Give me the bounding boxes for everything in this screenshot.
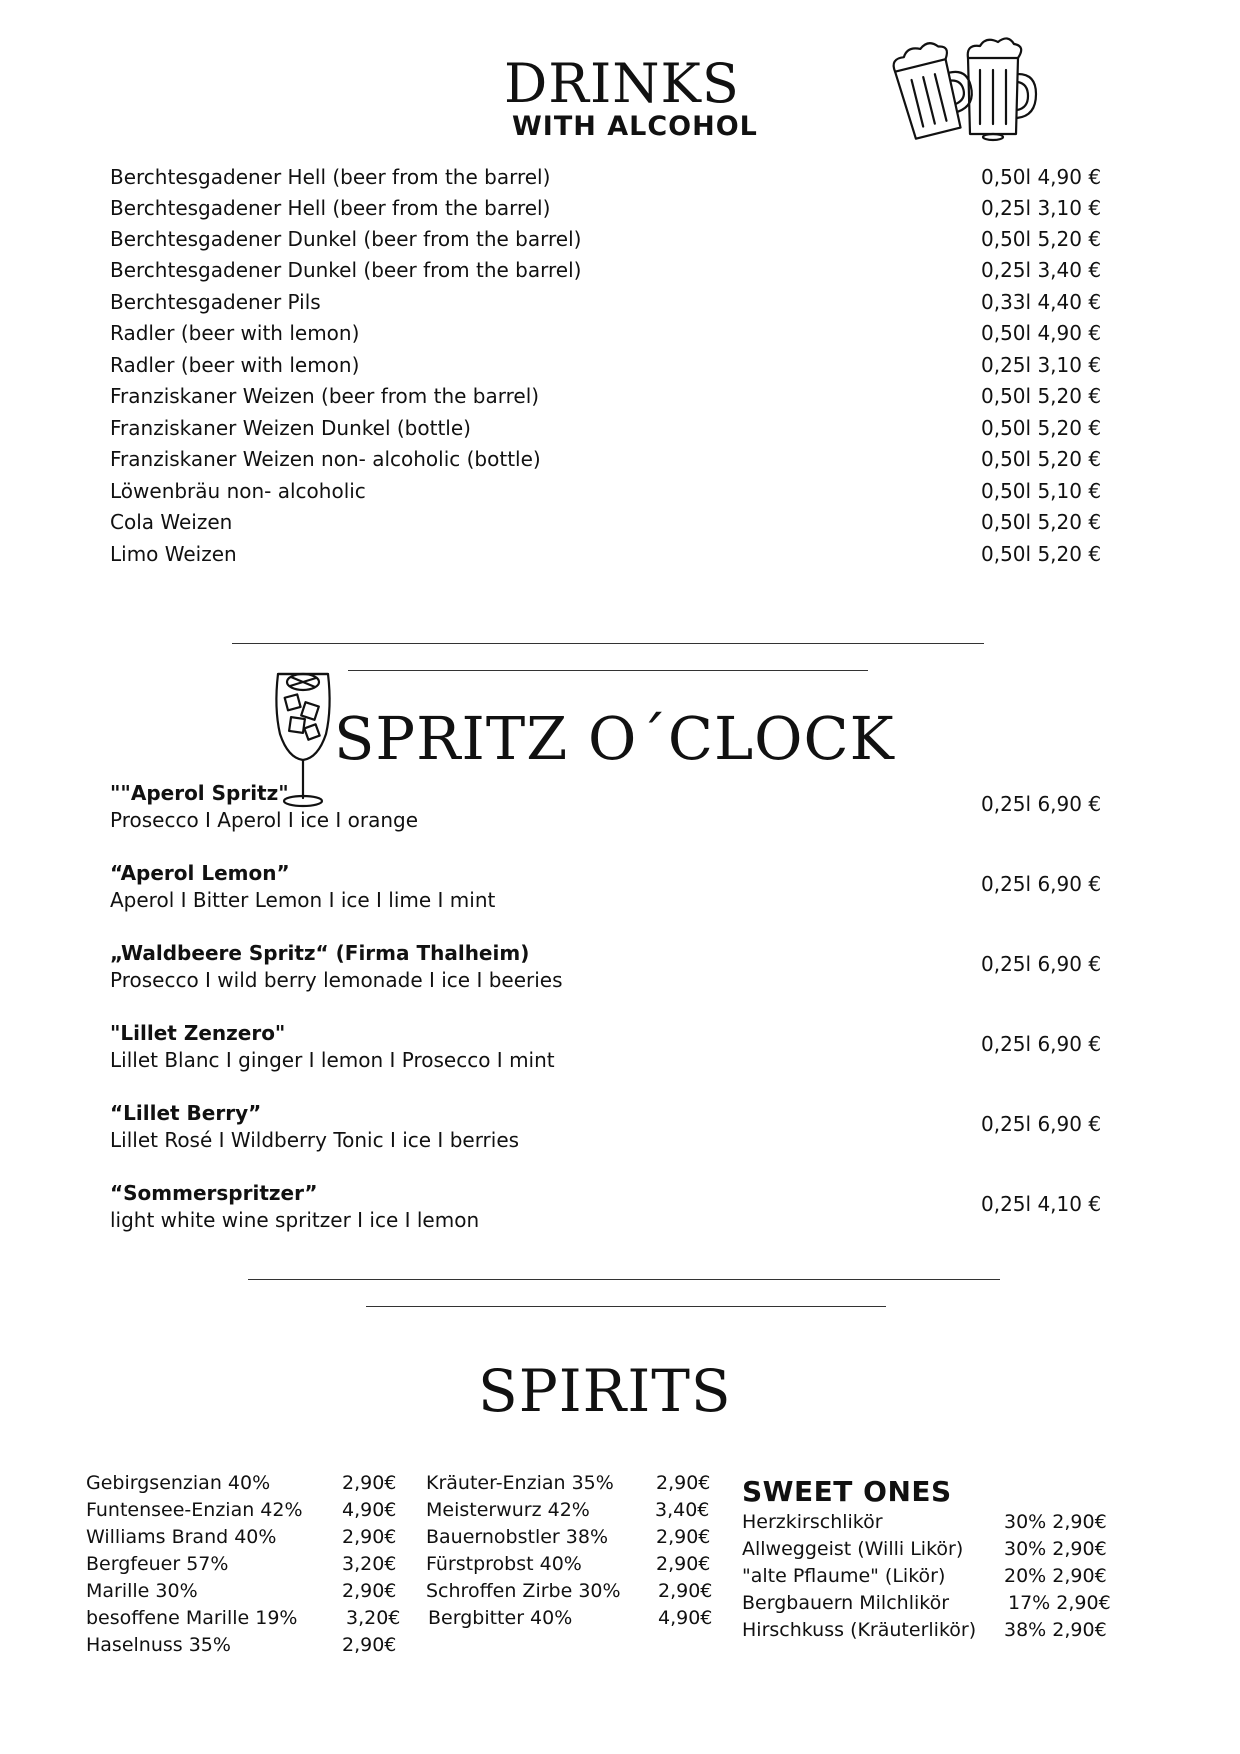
section-title-spritz: SPRITZ O´CLOCK	[334, 704, 895, 773]
item-price: 38% 2,90€	[1004, 1619, 1107, 1641]
list-item	[110, 163, 1102, 191]
list-item	[110, 860, 1102, 916]
list-item	[110, 414, 1102, 442]
item-price: 0,50l 5,20 €	[981, 542, 1102, 566]
divider	[248, 1279, 1000, 1280]
item-price: 0,25l 3,10 €	[981, 196, 1102, 220]
item-name: Radler (beer with lemon)	[110, 353, 360, 377]
item-name: Bergbitter 40%	[428, 1607, 573, 1629]
item-name: Bauernobstler 38%	[426, 1526, 609, 1548]
list-item	[426, 1551, 726, 1578]
list-item	[110, 382, 1102, 410]
item-price: 0,50l 5,10 €	[981, 479, 1102, 503]
item-price: 0,25l 6,90 €	[981, 792, 1102, 816]
item-price: 3,20€	[346, 1607, 401, 1629]
list-item	[86, 1578, 406, 1605]
divider	[366, 1306, 886, 1307]
list-item	[742, 1563, 1122, 1590]
item-name: Löwenbräu non- alcoholic	[110, 479, 366, 503]
item-price: 0,50l 4,90 €	[981, 321, 1102, 345]
list-item	[110, 351, 1102, 379]
item-price: 30% 2,90€	[1004, 1511, 1107, 1533]
list-item	[110, 1180, 1102, 1236]
item-name: Berchtesgadener Dunkel (beer from the barrel)	[110, 258, 582, 282]
item-price: 0,50l 5,20 €	[981, 227, 1102, 251]
list-item	[86, 1497, 406, 1524]
list-item	[110, 508, 1102, 536]
item-price: 2,90€	[658, 1580, 713, 1602]
item-name: Allweggeist (Willi Likör)	[742, 1538, 964, 1560]
list-item	[742, 1509, 1122, 1536]
list-item	[110, 477, 1102, 505]
item-name: Meisterwurz 42%	[426, 1499, 590, 1521]
item-name: Limo Weizen	[110, 542, 237, 566]
item-name: “Aperol Lemon”	[110, 861, 290, 885]
item-price: 0,25l 6,90 €	[981, 1032, 1102, 1056]
list-item	[86, 1524, 406, 1551]
list-item	[110, 225, 1102, 253]
section-title-spirits: SPIRITS	[478, 1357, 732, 1425]
item-price: 3,20€	[342, 1553, 397, 1575]
list-item	[110, 319, 1102, 347]
item-name: Marille 30%	[86, 1580, 198, 1602]
item-name: Franziskaner Weizen non- alcoholic (bottle)	[110, 447, 541, 471]
item-name: ""Aperol Spritz"	[110, 781, 289, 805]
item-description: light white wine spritzer I ice I lemon	[110, 1208, 480, 1232]
item-name: Funtensee-Enzian 42%	[86, 1499, 303, 1521]
item-price: 2,90€	[656, 1526, 711, 1548]
item-description: Prosecco I Aperol I ice I orange	[110, 808, 419, 832]
item-description: Lillet Rosé I Wildberry Tonic I ice I berries	[110, 1128, 520, 1152]
list-item	[110, 540, 1102, 568]
item-price: 2,90€	[342, 1472, 397, 1494]
item-name: Franziskaner Weizen (beer from the barrel)	[110, 384, 540, 408]
item-name: “Sommerspritzer”	[110, 1181, 318, 1205]
divider	[348, 670, 868, 671]
item-price: 0,50l 5,20 €	[981, 416, 1102, 440]
item-price: 0,25l 3,40 €	[981, 258, 1102, 282]
beer-mugs-icon	[880, 36, 1040, 146]
item-name: Berchtesgadener Dunkel (beer from the barrel)	[110, 227, 582, 251]
item-price: 0,25l 6,90 €	[981, 952, 1102, 976]
item-price: 2,90€	[342, 1526, 397, 1548]
list-item	[86, 1605, 406, 1632]
item-description: Prosecco I wild berry lemonade I ice I beeries	[110, 968, 563, 992]
list-item	[110, 780, 1102, 836]
item-price: 4,90€	[658, 1607, 713, 1629]
list-item	[426, 1497, 726, 1524]
list-item	[110, 194, 1102, 222]
section-title-sweet: SWEET ONES	[742, 1475, 952, 1508]
list-item	[86, 1470, 406, 1497]
list-item	[110, 288, 1102, 316]
item-name: Berchtesgadener Hell (beer from the barrel)	[110, 165, 551, 189]
item-price: 2,90€	[342, 1580, 397, 1602]
item-price: 2,90€	[342, 1634, 397, 1656]
item-price: 0,25l 6,90 €	[981, 1112, 1102, 1136]
item-price: 0,25l 6,90 €	[981, 872, 1102, 896]
list-item	[110, 445, 1102, 473]
item-name: “Lillet Berry”	[110, 1101, 262, 1125]
item-name: Hirschkuss (Kräuterlikör)	[742, 1619, 977, 1641]
item-price: 0,50l 5,20 €	[981, 510, 1102, 534]
item-price: 30% 2,90€	[1004, 1538, 1107, 1560]
item-name: Radler (beer with lemon)	[110, 321, 360, 345]
list-item	[110, 256, 1102, 284]
list-item	[742, 1617, 1122, 1644]
list-item	[742, 1590, 1122, 1617]
list-item	[426, 1470, 726, 1497]
item-name: Fürstprobst 40%	[426, 1553, 582, 1575]
item-name: Bergbauern Milchlikör	[742, 1592, 950, 1614]
list-item	[86, 1551, 406, 1578]
item-name: besoffene Marille 19%	[86, 1607, 298, 1629]
item-name: Bergfeuer 57%	[86, 1553, 229, 1575]
list-item	[86, 1632, 406, 1659]
list-item	[110, 940, 1102, 996]
item-price: 2,90€	[656, 1472, 711, 1494]
list-item	[742, 1536, 1122, 1563]
item-price: 17% 2,90€	[1008, 1592, 1111, 1614]
item-price: 0,50l 5,20 €	[981, 384, 1102, 408]
item-name: Schroffen Zirbe 30%	[426, 1580, 621, 1602]
page-subtitle: WITH ALCOHOL	[512, 111, 758, 142]
item-name: Haselnuss 35%	[86, 1634, 231, 1656]
item-name: Franziskaner Weizen Dunkel (bottle)	[110, 416, 471, 440]
item-description: Aperol I Bitter Lemon I ice I lime I mint	[110, 888, 496, 912]
item-price: 0,50l 4,90 €	[981, 165, 1102, 189]
item-description: Lillet Blanc I ginger I lemon I Prosecco I mint	[110, 1048, 555, 1072]
item-name: "Lillet Zenzero"	[110, 1021, 286, 1045]
item-name: Berchtesgadener Pils	[110, 290, 321, 314]
list-item	[426, 1578, 726, 1605]
item-price: 3,40€	[655, 1499, 710, 1521]
item-price: 4,90€	[342, 1499, 397, 1521]
item-price: 0,33l 4,40 €	[981, 290, 1102, 314]
item-price: 0,50l 5,20 €	[981, 447, 1102, 471]
divider	[232, 643, 984, 644]
item-price: 0,25l 4,10 €	[981, 1192, 1102, 1216]
item-name: Kräuter-Enzian 35%	[426, 1472, 614, 1494]
item-name: "alte Pflaume" (Likör)	[742, 1565, 946, 1587]
item-name: Herzkirschlikör	[742, 1511, 883, 1533]
page-title: DRINKS	[504, 52, 740, 115]
item-name: Berchtesgadener Hell (beer from the barrel)	[110, 196, 551, 220]
item-name: Gebirgsenzian 40%	[86, 1472, 271, 1494]
list-item	[428, 1605, 728, 1632]
item-price: 0,25l 3,10 €	[981, 353, 1102, 377]
item-price: 20% 2,90€	[1004, 1565, 1107, 1587]
list-item	[110, 1020, 1102, 1076]
item-name: Cola Weizen	[110, 510, 233, 534]
item-name: Williams Brand 40%	[86, 1526, 277, 1548]
list-item	[110, 1100, 1102, 1156]
item-name: „Waldbeere Spritz“ (Firma Thalheim)	[110, 941, 530, 965]
list-item	[426, 1524, 726, 1551]
item-price: 2,90€	[656, 1553, 711, 1575]
